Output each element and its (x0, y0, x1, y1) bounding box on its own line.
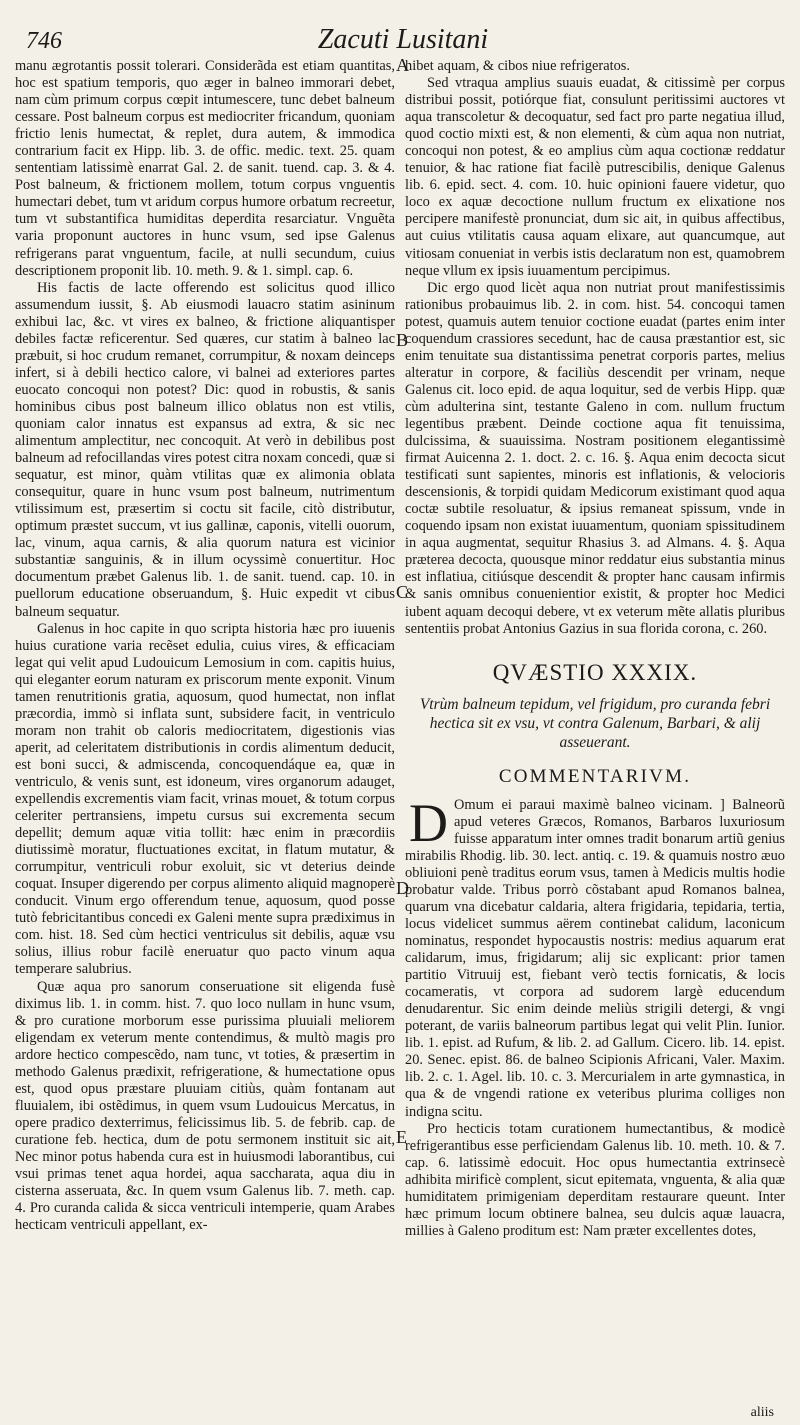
running-title: Zacuti Lusitani (317, 24, 489, 55)
commentary-text-1: Omum ei paraui maximè balneo vicinam. ] Balneorũ apud veteres Græcos, Romanos, Barbaros luxuriosum fuisse apparatum inter omnes tradit bonarum artiũ genius mirabilis Rhodig. lib. 30. lect. antiq. c. 19. & quamuis nostro æuo obliuioni penè traditus eorum vsus, tamen à Medicis multis hodie probatur valde. Tribus porrò cõstabant apud Romanos balnea, quarum vna dicebatur caldaria, altera frigidaria, tepidaria, tertia, locus videlicet summus aërem continebat calidum, laconicum nominatus, respondet hypocaustis nostris: medius aquarum erat calidarum, imus, frigidarum; alij sic explicant: prior tamen partitio Vitruuij est, fiebant verò tectis fornicatis, & locis cocameratis, vt corpora ad sudorem largè educendum denudarentur. Sic enim deinde meliùs strigili detergi, & vngi poterant, de variis balneorum partibus legat qui velit Plin. Iunior. lib. 1. epist. ad Rufum, & lib. 2. ad Gallum. Cicero. lib. 14. epist. 20. Senec. epist. 86. de balneo Scipionis Africani, Valer. Maxim. lib. 2. c. 1. Agel. lib. 10. c. 3. Mercurialem in arte gymnastica, in qua & de vngendi ratione ex veteribus plurima colliges non indigna scitu. (405, 796, 785, 1120)
page-number: 746 (26, 28, 62, 54)
margin-letter-d: D (396, 878, 409, 898)
left-paragraph-4: Quæ aqua pro sanorum conseruatione sit eligenda fusè diximus lib. 1. in comm. hist. 7. quo loco nullam in hunc vsum, & pro curatione morborum esse purissima pluuiali meliorem eligendam ex veterum mente contendimus, & multò magis pro ardore hectico compescẽdo, nam tunc, vt toties, & præsertim in methodo Galenus prædixit, refrigeratione, & humectatione opus est, quod opus præstare pluuiam citiùs, quàm fontanam aut fluuialem, ibi ostẽdimus, in quem vsum Ludouicus Mercatus, in opere pradico dexterrimus, felicissimus lib. 5. de febrib. cap. de curatione feb. hectica, dum de potu sermonem instituit sic ait, Nec minor potus habenda cura est in huiusmodi laborantibus, cui vsui primas tenet aqua hordei, aqua saccharata, aqua diu in cisterna asseruata, &c. In quem vsum Galenus lib. 7. meth. cap. 4. Pro curanda calida & sicca ventriculi intemperie, quam Arabes hecticam ventriculi appellant, ex- (15, 978, 395, 1234)
margin-letter-c: C (396, 582, 409, 602)
commentary-paragraph-2: Pro hecticis totam curationem humectantibus, & modicè refrigerantibus esse perficiendam Galenus lib. 10. meth. 10. & 7. cap. 6. latissimè edocuit. Hoc opus humectantia extrinsecè adhibita mirificè complent, sicut epitemata, vnguenta, & alia quæ humiditatem primigeniam deperditam restaurare queunt. Inter hæc primum locum obtinere balnea, seu dulcis aquæ lauacra, millies à Galeno proditum est: Nam præter excellentes dotes, (405, 1120, 785, 1239)
question-subtitle: Vtrùm balneum tepidum, vel frigidum, pro curanda febri hectica sit ex vsu, vt contra Galenum, Barbari, & alij asseuerant. (419, 695, 771, 751)
page-header (18, 20, 788, 60)
left-paragraph-1: manu ægrotantis possit tolerari. Considerãda est etiam quantitas, hoc est spatium temporis, quo æger in balneo immorari debet, nam cùm primum corpus cœpit intumescere, tunc debet balneum cessare. Post balneum corpus est mediocriter fricandum, quoniam frictio lenis humectat, & replet, dura autem, & immodica contrarium facit ex Hipp. lib. 3. de offic. medic. text. 25. quam sententiam latissimè enarrat Gal. 2. de sanit. tuend. cap. 3. & 4. Post balneum, & frictionem mollem, totum corpus vnguentis humectari debet, tum vt aridum corpus humore orbatum recreetur, tum vt substantifica humiditas deperdita resarciatur. Vnguẽta varia proponunt auctores in hunc vsum, sed ipse Galenus refrigerans parat vnguentum, facile, at nulli secundum, cuius descriptionem proponit lib. 10. meth. 9. & 1. simpl. cap. 6. (15, 58, 395, 279)
commentary-paragraph-1 (405, 792, 785, 1121)
right-paragraph-3: Dic ergo quod licèt aqua non nutriat prout manifestissimis rationibus probauimus lib. 2. in com. hist. 54. concoqui tamen potest, quamuis autem tenuior coctione euadat (partes enim inter coquendum crassiores secedunt, hac de causa præstantior est, sic enim tenuitate sua distantissima penetrat corporis partes, melius alteratur in corpore, & faciliùs descendit per vrinam, neque Galenus cit. loco epid. de aqua loquitur, sed de verbis Hipp. quæ cùm adulterina sint, testante Galeno in com. nullum fructum legentibus præbent. Deinde coctione aqua fit tenuissima, dulcissima, & suauissima. Nostram positionem elegantissimè firmat Auicenna 2. 1. doct. 2. c. 16. §. Aqua enim decocta sicut testificati sunt sapientes, minoris est inflationis, & velocioris descensionis, & torpidi quidam Medicorum existimant quod aqua coctæ subtile resoluatur, & ipsius remaneat spissum, vnde in coquendo ipsam non existat iuuamentum, quoniam spissitudinem in aqua augmentat, sequitur Rhasius 3. ad Almans. 4. §. Aqua præterea decocta, quousque minor reddatur eius substantia minus est inflatiua, citiúsque descendit & propter hanc causam infirmis & sanis omnibus conuenientior existit, & propter hoc Medici iubent aquam decoqui debere, vt ex veterum mẽte allatis pluribus sententiis probat Antonius Gazius in sua florida corona, c. 260. (405, 279, 785, 637)
right-paragraph-2: Sed vtraqua amplius suauis euadat, & citissimè per corpus distribui possit, potiórque fiat, consulunt peritissimi auctores vt aqua transcoletur & decoquatur, sed fact pro parte negatiua illud, quod coctio mixti est, & non elementi, & cùm aqua non nutriat, concoqui non potest, & eo amplius cùm aqua coctionæ reddatur tenuior, & hac ratione fiat facilè putrescibilis, denique Galenus lib. 6. epid. sect. 4. com. 10. huic opinioni fauere videtur, quo loco ex aquæ decoctione nullum fructum ex elixatione nos percipere manifestè pronunciat, dum sic ait, in quibus affectibus, aut cuius vtilitatis causa aquam elixare, aut quancumque, aut vitiosam conueniat in verbis istis declaratum non est, quamobrem neque vllum ex ipsis iuuamentum percipimus. (405, 75, 785, 279)
right-column (405, 58, 785, 1408)
margin-letter-a: A (396, 55, 409, 75)
catchword: aliis (750, 1405, 774, 1420)
question-title: QVÆSTIO XXXIX. (492, 659, 698, 685)
margin-letter-e: E (396, 1127, 407, 1147)
left-column (15, 58, 395, 1408)
right-paragraph-1: hibet aquam, & cibos niue refrigeratos. (405, 58, 630, 74)
drop-cap: D (409, 792, 448, 853)
left-paragraph-3: Galenus in hoc capite in quo scripta historia hæc pro iuuenis huius curatione varia recẽset edulia, cuius vires, & efficaciam legat qui velit apud Ludouicum Lemosium in com. capitis huius, qui eleganter eorum naturam ex priscorum mente exponit. Vinum tamen renutritionis gratia, aquosum, quod humectat, non inflat præcordia, immò si inflata sunt, subsidere facit, in ventriculo moram non trahit ob caloris mediocritatem, digestionis vias aperit, ad celeritatem distributionis in cordis alimentum deducit, est boni succi, & admiscenda, concoquendáque ea, quæ in ventriculo, & venis sunt, est idoneum, vires organorum adauget, expellendis excrementis viam facit, vrinas mouet, & totum corpus celeriter pertransiens, impetu cursus sui excrementa secum depellit; demum aquæ vitia tollit: hæc enim in præcordiis diutissimè moratur, fluctuationes excitat, in flatum mutatur, & corrumpitur, ventriculi robur exoluit, sic vt deterius deinde coquat. Insuper digerendo per corpus alimento aliquid magnoperè conducit. Vinum ergo offerendum tenue, aquosum, quod posse tutò febricitantibus concedi ex Galeni mente supra prædiximus in com. hist. 18. Sed cùm hectici ventriculus sit debilis, aquæ vsu solius, illius robur facilè eneruatur quo pacto vinum aqua temperare salubrius. (15, 620, 395, 978)
margin-letter-b: B (396, 330, 409, 350)
left-paragraph-2: His factis de lacte offerendo est solicitus quod illico assumendum iussit, §. Ab eiusmodi lauacro statim asininum exhibui lac, &c. vt vires ex balneo, & frictione aliquantisper debiles factæ reficerentur. Sed quæres, cur statim à balneo lac præbuit, si hoc crudum remanet, corrumpitur, & noxam deinceps infert, si à debili hectico calore, vi balnei ad exteriores partes euocato concoqui non potest? Dic: quod in robustis, & sanis hominibus cibus post balneum illico oblatus non est vtilis, quoniam calor innatus est expansus ad extra, & sic nec alimentum amplectitur, nec concoquit. At verò in debilibus post balneum ad refocillandas vires potest citra noxam concedi, quæ si sequatur, est minor, quàm vtilitas quæ ex alimonia oblata consequitur, quare in hunc vsum post balneum, nutrimentum vtilissimum est, præsertim si coctu sit facile, citò distributur, optimum præstet succum, vt ius gallinæ, caponis, vitelli ouorum, lac, vinum, aqua carnis, & alia quorum natura est vicinior substantiæ sanguinis, & in illum ocyssimè conuertitur. Hoc documentum præbet Galenus lib. 1. de sanit. tuend. cap. 10. in puellorum educatione obseruandum, §. Huic expedit vt cibus balneum sequatur. (15, 279, 395, 620)
commentary-heading: COMMENTARIVM. (498, 765, 692, 787)
